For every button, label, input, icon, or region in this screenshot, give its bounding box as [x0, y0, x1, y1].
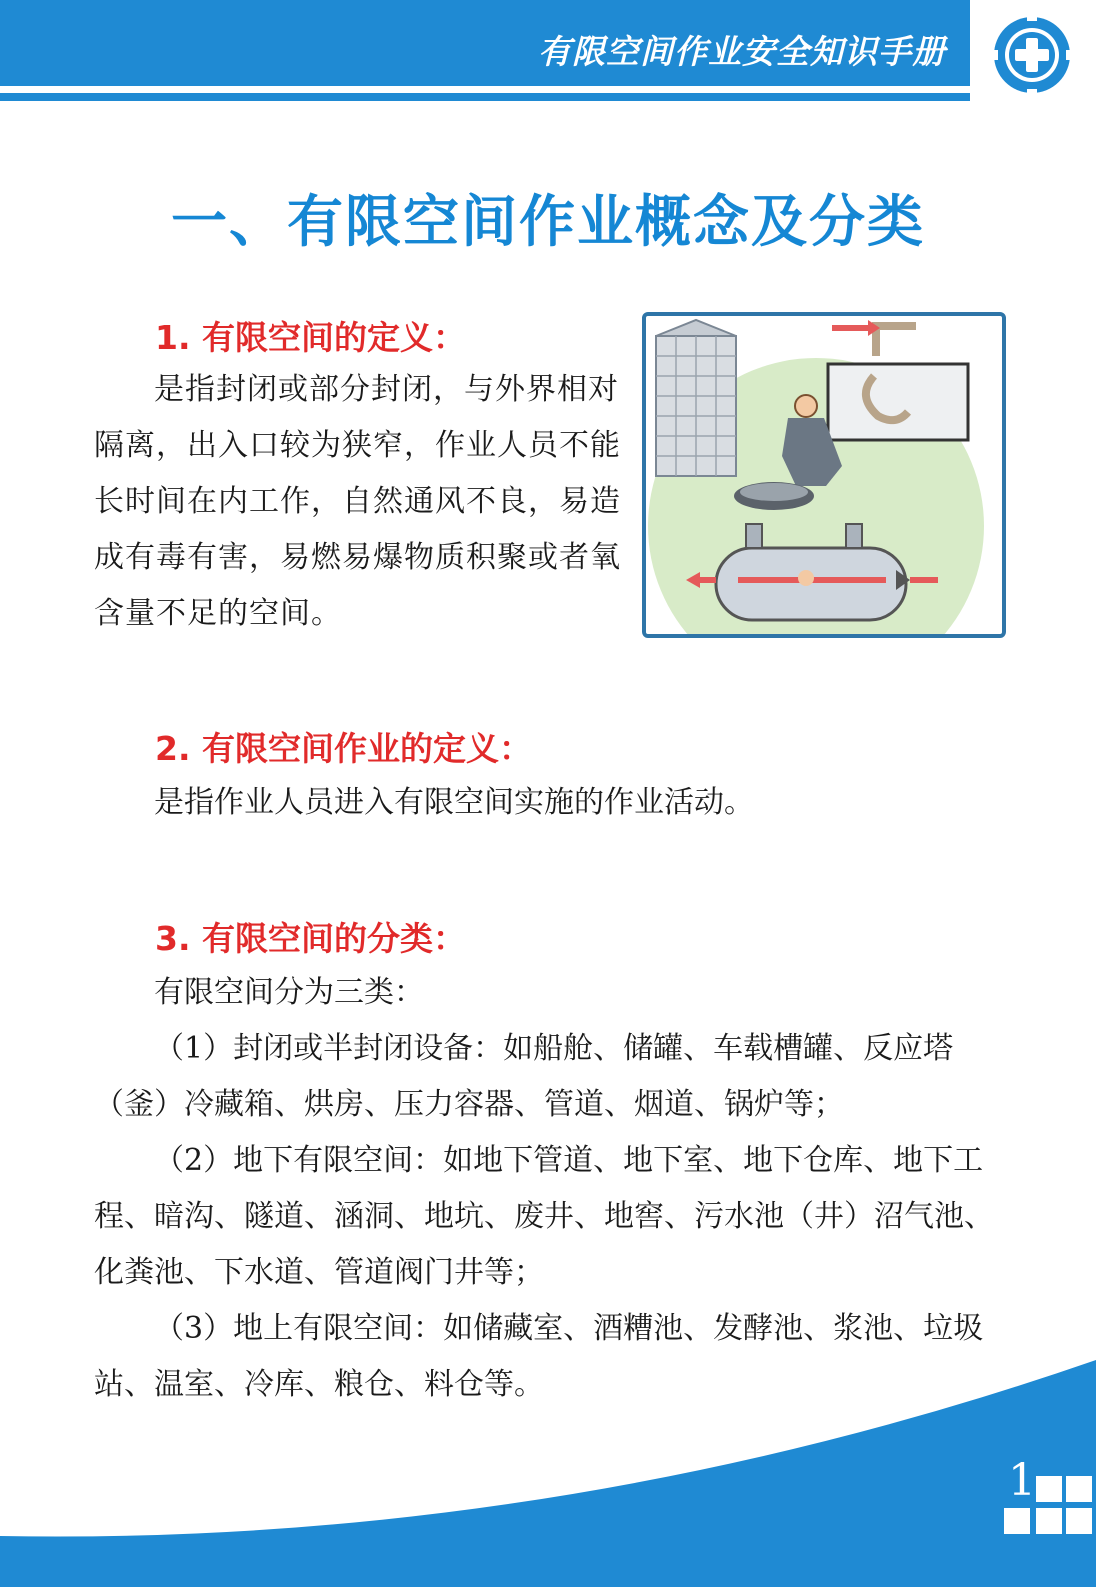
- section-3-text: [94, 965, 1014, 1413]
- cross-gear-icon: [984, 10, 1080, 100]
- logo: [972, 0, 1096, 112]
- page-blocks-icon: [1004, 1476, 1090, 1562]
- classification-item-2: （2）地下有限空间：如地下管道、地下室、地下仓库、地下工程、暗沟、隧道、涵洞、地坑、废井、地窖、污水池（井）沼气池、化粪池、下水道、管道阀门井等；: [94, 1143, 994, 1290]
- page-number: 1: [1008, 1455, 1036, 1506]
- section-heading-2: 2. 有限空间作业的定义：: [155, 729, 532, 768]
- classification-intro: 有限空间分为三类：: [154, 975, 424, 1010]
- confined-space-illustration: [642, 312, 1006, 638]
- section-heading-3: 3. 有限空间的分类：: [155, 919, 466, 958]
- section-heading-1: 1. 有限空间的定义：: [155, 318, 466, 357]
- classification-item-1: （1）封闭或半封闭设备：如船舱、储罐、车载槽罐、反应塔（釜）冷藏箱、烘房、压力容器、管道、烟道、锅炉等；: [94, 1031, 954, 1122]
- classification-item-3: （3）地上有限空间：如储藏室、酒糟池、发酵池、浆池、垃圾站、温室、冷库、粮仓、料仓等。: [94, 1311, 984, 1402]
- section-2-text: 是指作业人员进入有限空间实施的作业活动。: [154, 785, 754, 820]
- footer-wave: [0, 1360, 1096, 1587]
- header-divider: [0, 93, 970, 101]
- section-1-text: 是指封闭或部分封闭，与外界相对隔离，出入口较为狭窄，作业人员不能长时间在内工作，自然通风不良，易造成有毒有害，易燃易爆物质积聚或者氧含量不足的空间。: [94, 372, 621, 631]
- handbook-title: 有限空间作业安全知识手册: [538, 32, 946, 71]
- page-title: 一、有限空间作业概念及分类: [171, 190, 925, 255]
